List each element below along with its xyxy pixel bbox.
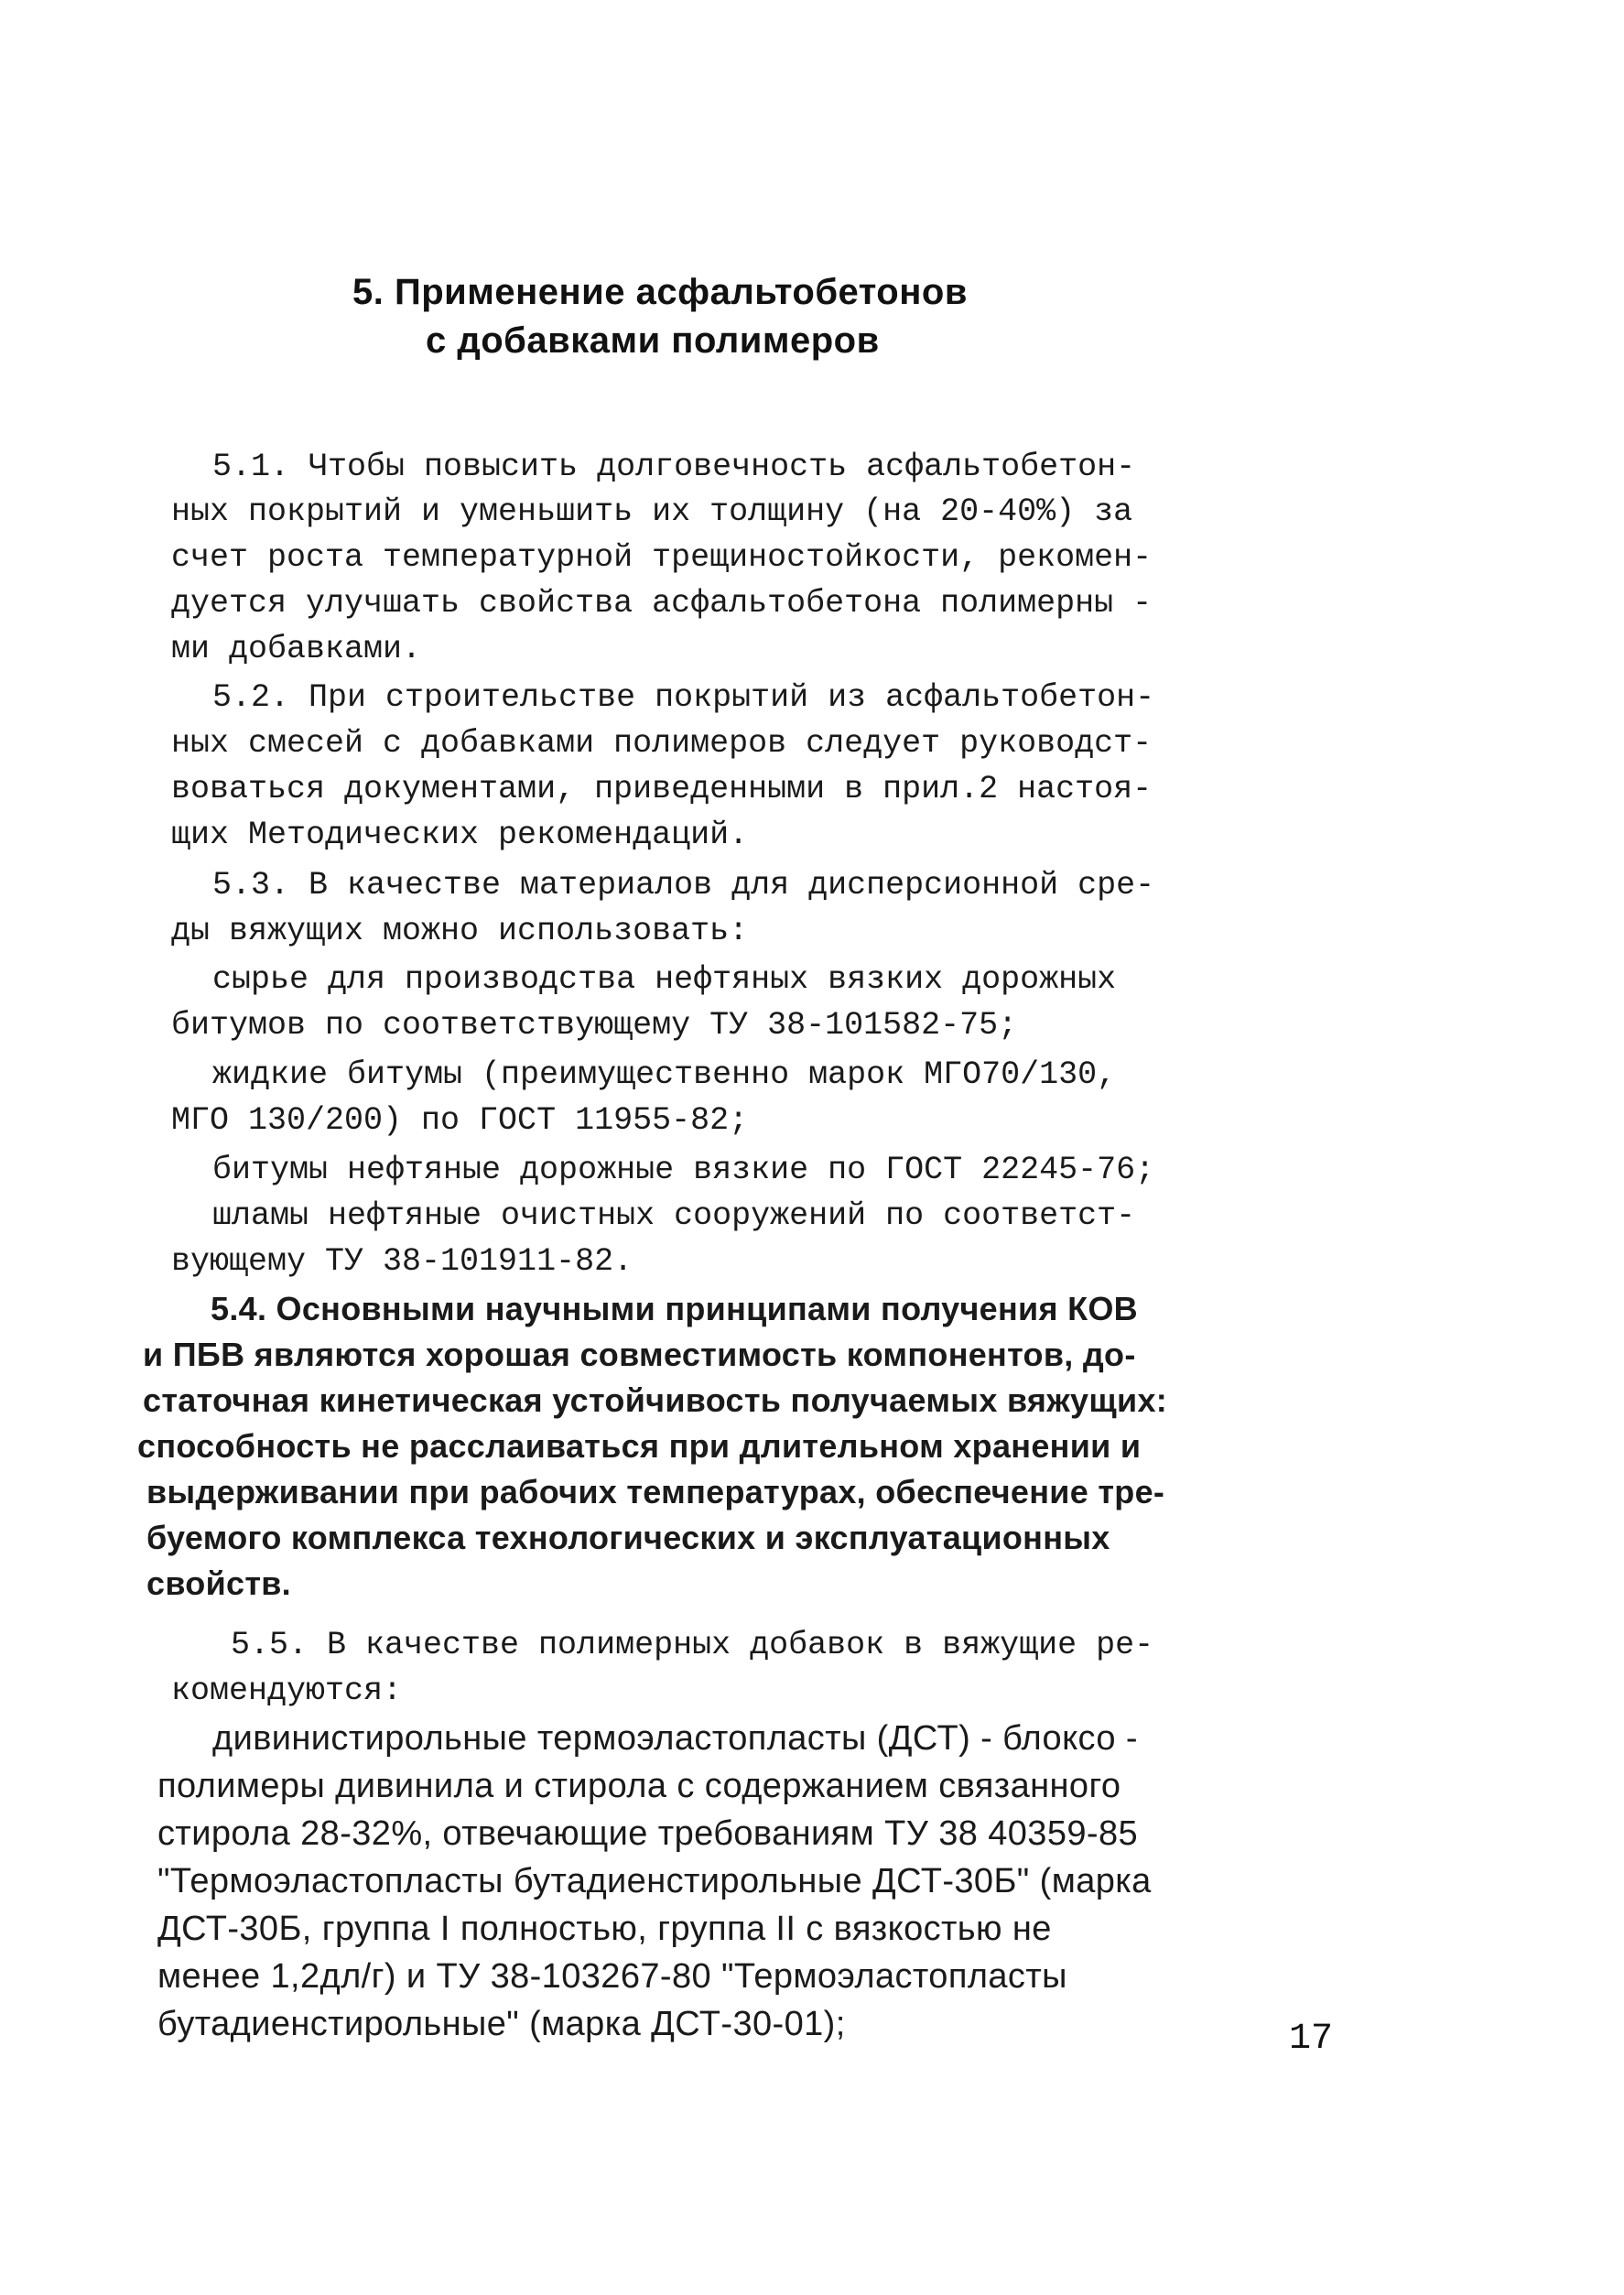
text-line: счет роста температурной трещиностойкости, рекомен- xyxy=(171,539,1153,576)
text-line: жидкие битумы (преимущественно марок МГО70/130, xyxy=(212,1056,1117,1093)
text-line: сырье для производства нефтяных вязких дорожных xyxy=(212,961,1117,998)
text-line: 5.4. Основными научными принципами получения КОВ xyxy=(211,1290,1138,1327)
text-line: выдерживании при рабочих температурах, обеспечение тре- xyxy=(146,1473,1165,1510)
text-line: "Термоэластопласты бутадиенстирольные ДСТ-30Б" (марка xyxy=(157,1862,1152,1900)
text-line: способность не расслаиваться при длительном хранении и xyxy=(137,1427,1142,1465)
text-line: бутадиенстирольные" (марка ДСТ-30-01); xyxy=(157,2005,846,2043)
section-title-line-2: с добавками полимеров xyxy=(426,320,880,361)
text-line: воваться документами, приведенными в прил.2 настоя- xyxy=(171,771,1153,807)
text-line: и ПБВ являются хорошая совместимость компонентов, до- xyxy=(143,1336,1136,1373)
text-line: буемого комплекса технологических и эксплуатационных xyxy=(146,1519,1110,1556)
text-line: ды вяжущих можно использовать: xyxy=(171,913,749,949)
text-line: вующему ТУ 38-101911-82. xyxy=(171,1243,633,1280)
text-line: битумы нефтяные дорожные вязкие по ГОСТ 22245-76; xyxy=(212,1152,1155,1188)
text-line: 5.2. При строительстве покрытий из асфальтобетон- xyxy=(212,679,1155,716)
text-line: статочная кинетическая устойчивость получаемых вяжущих: xyxy=(143,1381,1168,1419)
text-line: 5.5. В качестве полимерных добавок в вяжущие ре- xyxy=(231,1627,1154,1663)
text-line: дуется улучшать свойства асфальтобетона полимерны - xyxy=(171,585,1153,622)
section-title-line-1: 5. Применение асфальтобетонов xyxy=(352,272,968,312)
page-number: 17 xyxy=(1289,2019,1334,2060)
text-line: шламы нефтяные очистных сооружений по соответст- xyxy=(212,1197,1136,1234)
text-line: 5.1. Чтобы повысить долговечность асфальтобетон- xyxy=(212,449,1136,485)
text-line: менее 1,2дл/г) и ТУ 38-103267-80 "Термоэластопласты xyxy=(157,1957,1067,1996)
text-line: свойств. xyxy=(146,1564,291,1602)
text-line: 5.3. В качестве материалов для дисперсионной сре- xyxy=(212,867,1155,904)
text-line: МГО 130/200) по ГОСТ 11955-82; xyxy=(171,1102,749,1139)
text-line: дивинистирольные термоэластопласты (ДСТ) - блоксо - xyxy=(212,1719,1138,1758)
text-line: стирола 28-32%, отвечающие требованиям ТУ 38 40359-85 xyxy=(157,1814,1139,1853)
text-line: ных смесей с добавками полимеров следует руководст- xyxy=(171,725,1153,762)
text-line: ДСТ-30Б, группа I полностью, группа II с вязкостью не xyxy=(157,1910,1052,1948)
text-line: битумов по соответствующему ТУ 38-101582-75; xyxy=(171,1007,1018,1044)
text-line: щих Методических рекомендаций. xyxy=(171,817,749,853)
text-line: ми добавками. xyxy=(171,631,422,667)
text-line: полимеры дивинила и стирола с содержанием связанного xyxy=(157,1767,1121,1805)
text-line: комендуются: xyxy=(171,1673,403,1709)
text-line: ных покрытий и уменьшить их толщину (на 20-40%) за xyxy=(171,493,1133,530)
